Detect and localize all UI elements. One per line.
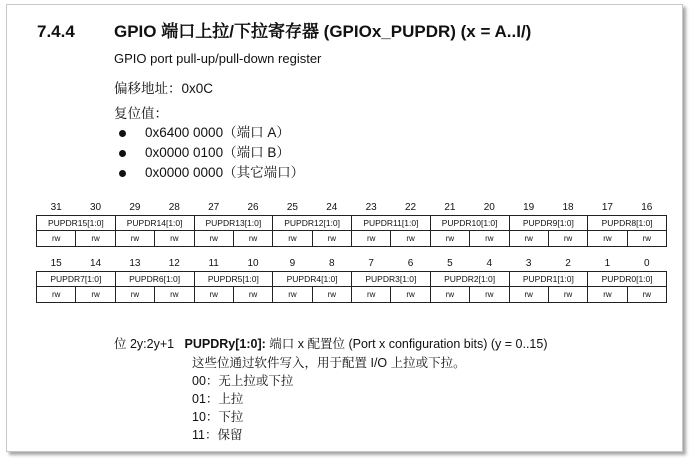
- field-name-row: [37, 272, 667, 287]
- field-cell: PUPDR3[1:0]: [352, 272, 431, 287]
- bullet-icon: [119, 130, 126, 137]
- field-summary: 端口 x 配置位 (Port x configuration bits) (y = 0..15): [269, 337, 548, 351]
- option-item: 01：上拉: [192, 392, 244, 406]
- option-item: 00：无上拉或下拉: [192, 374, 294, 388]
- bullet-icon: [119, 150, 126, 157]
- reset-value-item: 0x0000 0000（其它端口）: [114, 163, 304, 183]
- bit-number-row: 15 14 13 12 11 10 9 8 7 6 5 4 3 2 1 0: [50, 258, 650, 269]
- register-table-high: [36, 200, 667, 247]
- document-page: [6, 4, 683, 452]
- field-cell: PUPDR12[1:0]: [273, 216, 352, 231]
- access-row: rw rw rw rw rw rw rw rw rw rw rw rw rw rw rw rw: [37, 231, 667, 247]
- reset-value-item: 0x6400 0000（端口 A）: [114, 123, 304, 143]
- section-title: GPIO 端口上拉/下拉寄存器 (GPIOx_PUPDR) (x = A..I/): [114, 22, 532, 41]
- field-cell: PUPDR5[1:0]: [194, 272, 273, 287]
- field-detail: 这些位通过软件写入，用于配置 I/O 上拉或下拉。: [192, 356, 466, 370]
- field-cell: PUPDR4[1:0]: [273, 272, 352, 287]
- field-cell: PUPDR8[1:0]: [588, 216, 667, 231]
- field-cell: PUPDR9[1:0]: [509, 216, 588, 231]
- offset-address: 偏移地址：0x0C: [114, 81, 214, 96]
- bit-range: 位 2y:2y+1: [114, 337, 175, 351]
- field-cell: PUPDR13[1:0]: [194, 216, 273, 231]
- field-cell: PUPDR15[1:0]: [37, 216, 116, 231]
- section-heading: [37, 17, 531, 42]
- reset-value-item: 0x0000 0100（端口 B）: [114, 143, 304, 163]
- reset-value-label: 复位值：: [114, 106, 168, 121]
- field-cell: PUPDR2[1:0]: [430, 272, 509, 287]
- access-row: rw rw rw rw rw rw rw rw rw rw rw rw rw rw rw rw: [37, 287, 667, 303]
- section-number: 7.4.4: [37, 22, 75, 41]
- field-cell: PUPDR6[1:0]: [115, 272, 194, 287]
- register-table-low: [36, 256, 667, 303]
- option-item: 10：下拉: [192, 410, 244, 424]
- field-cell: PUPDR14[1:0]: [115, 216, 194, 231]
- bit-number-row: 31 30 29 28 27 26 25 24 23 22 21 20 19 18 17 16: [50, 202, 653, 213]
- field-name: PUPDRy[1:0]:: [184, 337, 266, 351]
- bullet-icon: [119, 170, 126, 177]
- reset-value-list: [114, 123, 304, 183]
- field-cell: PUPDR10[1:0]: [430, 216, 509, 231]
- field-cell: PUPDR11[1:0]: [352, 216, 431, 231]
- field-cell: PUPDR7[1:0]: [37, 272, 116, 287]
- field-cell: PUPDR0[1:0]: [588, 272, 667, 287]
- field-cell: PUPDR1[1:0]: [509, 272, 588, 287]
- bit-field-description: [114, 334, 548, 352]
- register-subtitle: GPIO port pull-up/pull-down register: [114, 51, 322, 66]
- field-name-row: [37, 216, 667, 231]
- option-item: 11：保留: [192, 428, 243, 442]
